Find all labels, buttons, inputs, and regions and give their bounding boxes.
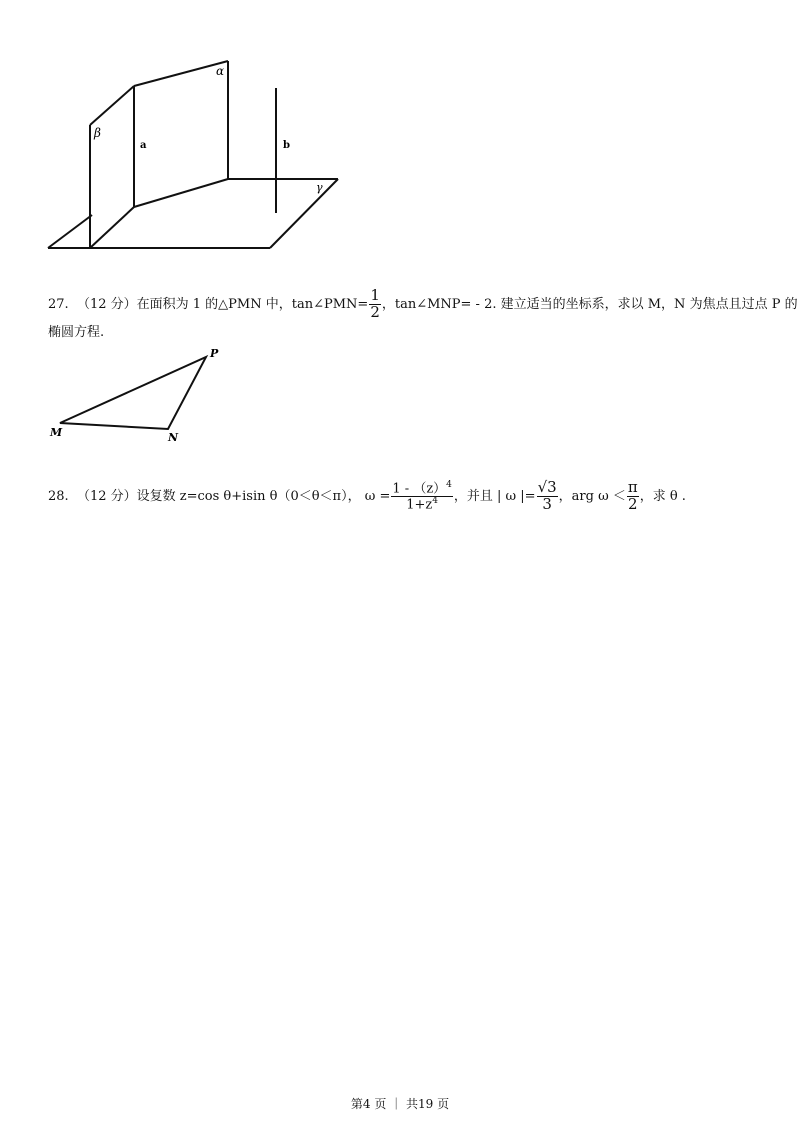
- label-a: a: [140, 140, 147, 151]
- q28-pi-den: 2: [627, 494, 638, 513]
- question-27-line2: 椭圆方程.: [48, 325, 105, 340]
- triangle-pmn: [60, 357, 206, 429]
- q28-text3: ，arg ω ＜: [558, 488, 626, 504]
- plane-gamma-inner-edge: [134, 179, 228, 207]
- q28-pi-num: π: [627, 478, 638, 496]
- q28-sqrt-den: 3: [542, 494, 552, 513]
- q28-omega-eq: ω =: [364, 488, 391, 504]
- q28-pi-fraction: [627, 480, 639, 513]
- q28-number: 28.: [48, 488, 69, 504]
- figure-planes: [40, 55, 360, 260]
- plane-alpha-top: [134, 61, 228, 86]
- label-alpha: α: [216, 64, 225, 78]
- plane-beta-bottom: [90, 207, 134, 248]
- label-N: N: [168, 431, 179, 444]
- plane-gamma-left-edge: [48, 215, 92, 248]
- label-beta: β: [94, 126, 101, 140]
- plane-beta-top: [90, 86, 134, 125]
- q27-score: （12 分）: [76, 296, 137, 312]
- q28-text2: ，并且 | ω |=: [453, 488, 536, 504]
- q28-frac-den-sup: 4: [432, 495, 439, 506]
- label-b: b: [283, 140, 290, 151]
- plane-gamma-right-edge: [270, 179, 338, 248]
- label-gamma: γ: [316, 181, 323, 194]
- q28-text1: 设复数 z=cos θ+isin θ（0＜θ＜π），: [136, 488, 361, 504]
- figure-triangle: [48, 345, 228, 445]
- q28-frac-num: 1 - （z）: [392, 481, 447, 497]
- question-27-line1: [48, 288, 798, 321]
- question-28: [48, 480, 686, 513]
- q27-text1: 在面积为 1 的△PMN 中，tan∠PMN=: [136, 296, 369, 312]
- q27-text2: ，tan∠MNP= - 2. 建立适当的坐标系，求以 M，N 为焦点且过点 P 的: [381, 296, 798, 312]
- q28-score: （12 分）: [76, 488, 137, 504]
- q28-omega-fraction: [391, 481, 453, 512]
- label-M: M: [50, 426, 63, 439]
- q28-sqrt-fraction: [537, 480, 558, 513]
- q27-frac-den: 2: [370, 302, 380, 321]
- q27-frac-num: 1: [370, 286, 380, 304]
- q28-sqrt-num: √3: [537, 478, 557, 496]
- label-P: P: [210, 347, 219, 360]
- q28-text4: ，求 θ .: [639, 488, 686, 504]
- q28-frac-den: 1+z: [406, 497, 433, 513]
- q27-number: 27.: [48, 296, 69, 312]
- q27-fraction: [369, 288, 381, 321]
- page-footer: 第4 页 ｜ 共19 页: [350, 1097, 450, 1111]
- q28-frac-num-sup: 4: [446, 479, 452, 490]
